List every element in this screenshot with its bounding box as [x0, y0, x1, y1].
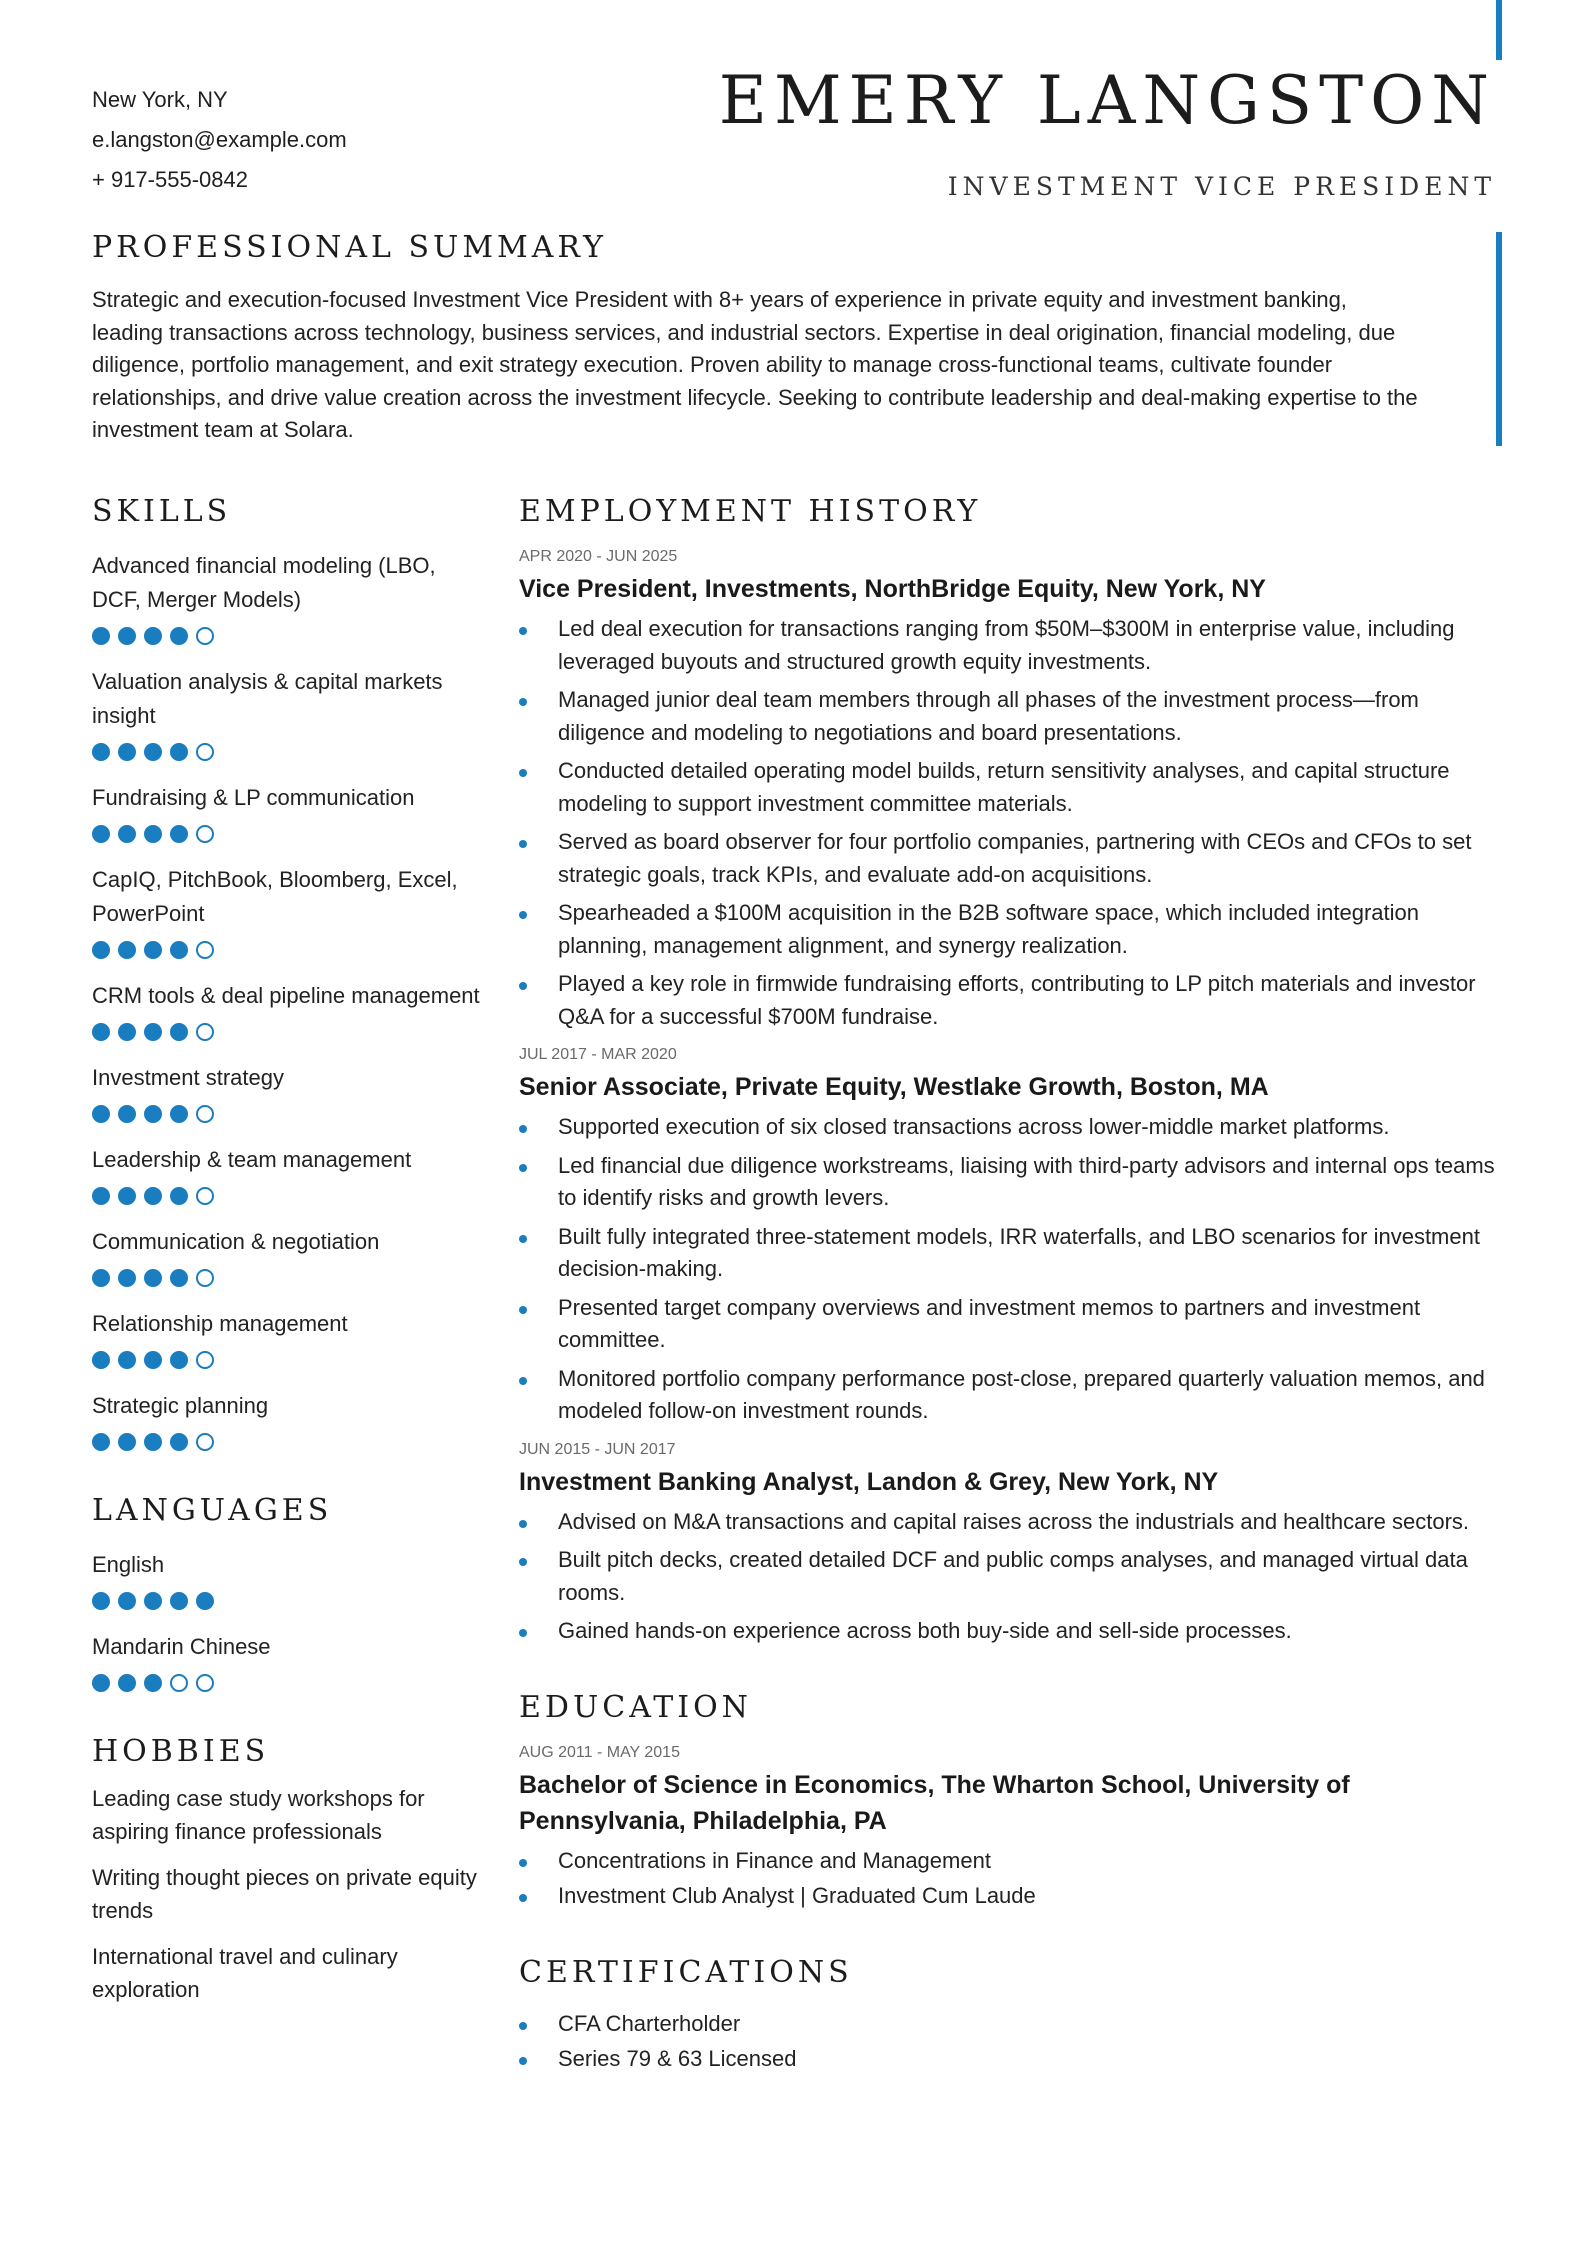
right-column — [519, 494, 1501, 2079]
skill-item-label: Relationship management — [92, 1311, 348, 1336]
hobbies-heading: HOBBIES — [92, 1734, 270, 1769]
left-column — [92, 494, 482, 2006]
rating-dot-filled — [92, 1187, 110, 1205]
rating-dot-filled — [118, 1674, 136, 1692]
skill-item — [92, 781, 482, 843]
rating-dot-filled — [144, 743, 162, 761]
bullet-item: Concentrations in Finance and Management — [519, 1845, 1501, 1878]
skill-item-label: CapIQ, PitchBook, Bloomberg, Excel, PowerPoint — [92, 867, 458, 926]
job-title: Vice President, Investments, NorthBridge Equity, New York, NY — [519, 575, 1266, 603]
rating-dot-filled — [144, 1269, 162, 1287]
rating-dot-filled — [144, 941, 162, 959]
job-bullets — [519, 613, 1501, 1033]
contact-info — [92, 80, 347, 200]
skills-heading: SKILLS — [92, 494, 232, 529]
rating-dot-filled — [118, 1187, 136, 1205]
bullet-item: Spearheaded a $100M acquisition in the B2B software space, which included integration planning, management alignment, and synergy realization. — [519, 897, 1501, 962]
rating-dot-filled — [144, 1674, 162, 1692]
bullet-item: Managed junior deal team members through all phases of the investment process—from diligence and modeling to negotiations and board presentations. — [519, 684, 1501, 749]
rating-dot-filled — [92, 941, 110, 959]
rating-dot-filled — [118, 1433, 136, 1451]
rating-dot-empty — [196, 743, 214, 761]
candidate-title: INVESTMENT VICE PRESIDENT — [947, 172, 1496, 201]
language-item-label: English — [92, 1552, 165, 1577]
certifications-section — [519, 1955, 1501, 2076]
rating-dot-filled — [92, 1433, 110, 1451]
skill-item — [92, 863, 482, 959]
skill-item-label: Advanced financial modeling (LBO, DCF, Merger Models) — [92, 553, 436, 612]
bullet-item: Monitored portfolio company performance post-close, prepared quarterly valuation memos, and modeled follow-on investment rounds. — [519, 1363, 1501, 1428]
rating-dot-filled — [144, 1187, 162, 1205]
rating-dots — [92, 1023, 482, 1041]
contact-phone: + 917-555-0842 — [92, 167, 248, 192]
rating-dot-empty — [196, 941, 214, 959]
rating-dot-filled — [92, 627, 110, 645]
language-item-label: Mandarin Chinese — [92, 1634, 271, 1659]
rating-dot-filled — [118, 1351, 136, 1369]
job-entry — [519, 547, 1501, 1033]
accent-bar-middle — [1496, 232, 1502, 446]
bullet-item: Built fully integrated three-statement models, IRR waterfalls, and LBO scenarios for investment decision-making. — [519, 1221, 1501, 1286]
certifications-heading: CERTIFICATIONS — [519, 1954, 853, 1990]
rating-dot-filled — [118, 1269, 136, 1287]
rating-dot-filled — [144, 1592, 162, 1610]
rating-dot-filled — [170, 743, 188, 761]
skill-item-label: Communication & negotiation — [92, 1229, 380, 1254]
hobby-item: International travel and culinary exploration — [92, 1944, 398, 2002]
bullet-item: Served as board observer for four portfolio companies, partnering with CEOs and CFOs to set strategic goals, track KPIs, and evaluate add-on acquisitions. — [519, 826, 1501, 891]
rating-dot-empty — [196, 627, 214, 645]
languages-heading: LANGUAGES — [92, 1493, 333, 1528]
rating-dot-filled — [170, 1187, 188, 1205]
rating-dot-filled — [144, 825, 162, 843]
education-title: Bachelor of Science in Economics, The Wharton School, University of Pennsylvania, Philadelphia, PA — [519, 1770, 1350, 1835]
rating-dot-filled — [92, 1351, 110, 1369]
rating-dots — [92, 1351, 482, 1369]
rating-dot-filled — [118, 627, 136, 645]
rating-dot-filled — [170, 825, 188, 843]
job-entry — [519, 1440, 1501, 1648]
certification-item: CFA Charterholder — [519, 2008, 1501, 2041]
education-section — [519, 1690, 1501, 1913]
bullet-item: Presented target company overviews and investment memos to partners and investment committee. — [519, 1292, 1501, 1357]
skill-item-label: Strategic planning — [92, 1393, 269, 1418]
skill-item — [92, 1389, 482, 1451]
bullet-item: Advised on M&A transactions and capital raises across the industrials and healthcare sectors. — [519, 1506, 1501, 1539]
rating-dot-filled — [92, 1269, 110, 1287]
certifications-list — [519, 2008, 1501, 2076]
languages-list — [92, 1548, 482, 1692]
bullet-item: Led financial due diligence workstreams, liaising with third-party advisors and internal ops teams to identify risks and growth levers. — [519, 1150, 1501, 1215]
rating-dot-filled — [170, 1592, 188, 1610]
rating-dot-filled — [118, 1023, 136, 1041]
hobby-item: Writing thought pieces on private equity trends — [92, 1865, 477, 1923]
rating-dot-filled — [92, 1592, 110, 1610]
skills-list — [92, 549, 482, 1451]
accent-bar-top — [1496, 0, 1502, 60]
rating-dot-filled — [118, 825, 136, 843]
rating-dot-empty — [196, 1433, 214, 1451]
skill-item — [92, 549, 482, 645]
rating-dots — [92, 1105, 482, 1123]
rating-dot-filled — [92, 743, 110, 761]
bullet-item: Played a key role in firmwide fundraising efforts, contributing to LP pitch materials and investor Q&A for a successful $700M fundraise. — [519, 968, 1501, 1033]
rating-dot-empty — [196, 1105, 214, 1123]
language-item — [92, 1630, 482, 1692]
employment-heading: EMPLOYMENT HISTORY — [519, 494, 982, 529]
skill-item — [92, 979, 482, 1041]
contact-email: e.langston@example.com — [92, 127, 347, 152]
bullet-item: Investment Club Analyst | Graduated Cum Laude — [519, 1880, 1501, 1913]
rating-dot-empty — [196, 1674, 214, 1692]
rating-dot-filled — [144, 627, 162, 645]
rating-dot-empty — [196, 1269, 214, 1287]
rating-dot-filled — [170, 1433, 188, 1451]
rating-dot-filled — [144, 1433, 162, 1451]
rating-dots — [92, 1592, 482, 1610]
hobbies-section — [92, 1734, 482, 2006]
rating-dot-filled — [92, 825, 110, 843]
skill-item-label: CRM tools & deal pipeline management — [92, 983, 480, 1008]
job-title: Investment Banking Analyst, Landon & Grey, New York, NY — [519, 1467, 1219, 1496]
rating-dot-empty — [170, 1674, 188, 1692]
summary-text: Strategic and execution-focused Investment Vice President with 8+ years of experience in private equity and investment banking, leading transactions across technology, business services, and industrial sectors. Expertise in deal origination, financial modeling, due diligence, portfolio management, and exit strategy execution. Proven ability to manage cross-functional teams, cultivate founder relationships, and drive value creation across the investment lifecycle. Seeking to contribute leadership and deal-making expertise to the investment team at Solara. — [92, 287, 1418, 442]
rating-dot-filled — [170, 1023, 188, 1041]
rating-dot-filled — [92, 1674, 110, 1692]
rating-dots — [92, 1269, 482, 1287]
rating-dot-empty — [196, 825, 214, 843]
rating-dot-filled — [92, 1023, 110, 1041]
skill-item — [92, 665, 482, 761]
jobs-list — [519, 547, 1501, 1648]
skill-item — [92, 1307, 482, 1369]
education-entry — [519, 1743, 1501, 1913]
rating-dot-filled — [170, 941, 188, 959]
hobby-item: Leading case study workshops for aspiring finance professionals — [92, 1786, 425, 1844]
rating-dot-filled — [118, 1105, 136, 1123]
rating-dot-filled — [170, 1269, 188, 1287]
rating-dots — [92, 941, 482, 959]
education-heading: EDUCATION — [519, 1689, 752, 1725]
job-dates: JUN 2015 - JUN 2017 — [519, 1440, 676, 1458]
bullet-item: Built pitch decks, created detailed DCF and public comps analyses, and managed virtual data rooms. — [519, 1544, 1501, 1609]
rating-dots — [92, 825, 482, 843]
rating-dots — [92, 1433, 482, 1451]
summary-heading: PROFESSIONAL SUMMARY — [92, 230, 607, 265]
rating-dot-filled — [92, 1105, 110, 1123]
skill-item-label: Fundraising & LP communication — [92, 785, 415, 810]
bullet-item: Conducted detailed operating model builds, return sensitivity analyses, and capital structure modeling to support investment committee materials. — [519, 755, 1501, 820]
rating-dot-empty — [196, 1351, 214, 1369]
skill-item-label: Investment strategy — [92, 1065, 284, 1090]
languages-section — [92, 1493, 482, 1692]
rating-dot-filled — [118, 743, 136, 761]
skill-item-label: Valuation analysis & capital markets insight — [92, 669, 443, 728]
rating-dots — [92, 1187, 482, 1205]
job-dates: JUL 2017 - MAR 2020 — [519, 1046, 677, 1063]
rating-dot-empty — [196, 1187, 214, 1205]
skill-item — [92, 1061, 482, 1123]
bullet-item: Supported execution of six closed transactions across lower-middle market platforms. — [519, 1111, 1501, 1144]
rating-dot-filled — [118, 941, 136, 959]
bullet-item: Led deal execution for transactions ranging from $50M–$300M in enterprise value, including leveraged buyouts and structured growth equity investments. — [519, 613, 1501, 678]
rating-dot-filled — [144, 1351, 162, 1369]
job-dates: APR 2020 - JUN 2025 — [519, 548, 678, 565]
education-dates: AUG 2011 - MAY 2015 — [519, 1743, 680, 1761]
certification-item: Series 79 & 63 Licensed — [519, 2043, 1501, 2076]
rating-dots — [92, 627, 482, 645]
skill-item — [92, 1143, 482, 1205]
language-item — [92, 1548, 482, 1610]
candidate-name: EMERY LANGSTON — [718, 62, 1496, 139]
education-bullets — [519, 1845, 1501, 1913]
rating-dot-filled — [196, 1592, 214, 1610]
contact-location: New York, NY — [92, 87, 228, 112]
rating-dot-filled — [170, 1105, 188, 1123]
rating-dot-filled — [118, 1592, 136, 1610]
hobbies-list — [92, 1783, 482, 2006]
skill-item-label: Leadership & team management — [92, 1147, 412, 1172]
rating-dot-empty — [196, 1023, 214, 1041]
skill-item — [92, 1225, 482, 1287]
rating-dots — [92, 743, 482, 761]
job-bullets — [519, 1506, 1501, 1648]
rating-dots — [92, 1674, 482, 1692]
rating-dot-filled — [170, 1351, 188, 1369]
bullet-item: Gained hands-on experience across both buy-side and sell-side processes. — [519, 1615, 1501, 1648]
job-bullets — [519, 1111, 1501, 1428]
job-title: Senior Associate, Private Equity, Westlake Growth, Boston, MA — [519, 1073, 1269, 1101]
rating-dot-filled — [144, 1105, 162, 1123]
job-entry — [519, 1045, 1501, 1428]
rating-dot-filled — [144, 1023, 162, 1041]
rating-dot-filled — [170, 627, 188, 645]
